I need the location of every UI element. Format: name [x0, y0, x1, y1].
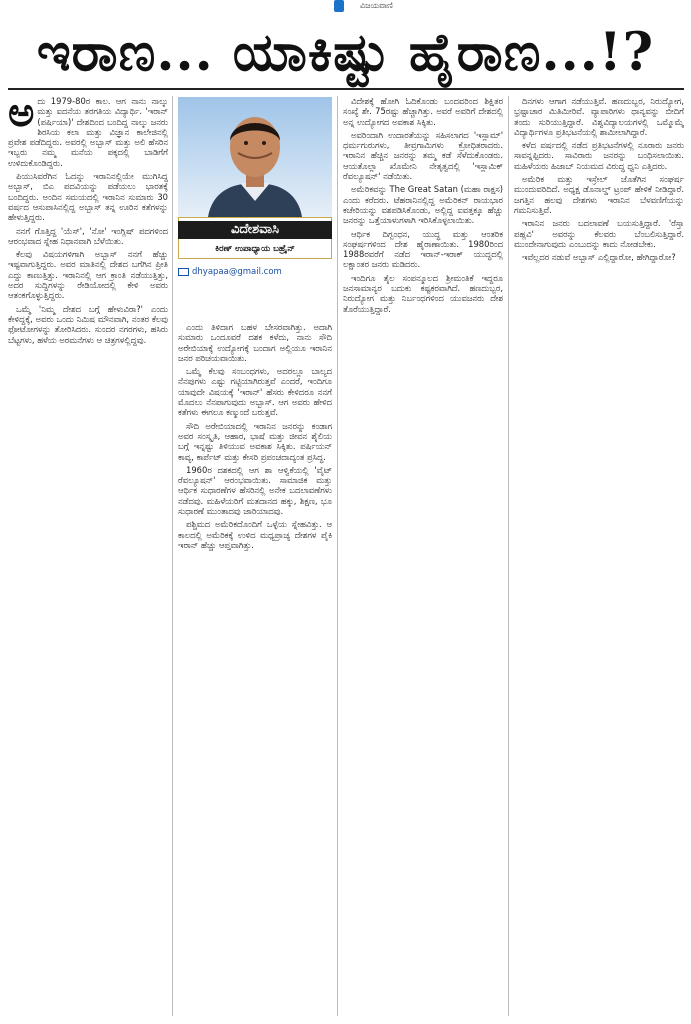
article-paragraph: ದಿನಗಳು ಆಗಾಗ ನಡೆಯುತ್ತಿವೆ. ಹಣದುಬ್ಬರ, ನಿರುದ್ಯೋಗ, ಭ್ರಷ್ಟಾಚಾರ ಮಿತಿಮೀರಿವೆ. ವ್ಯಾಪಾರಿಗಳು ಧಾನ್ಯವನ್ನು ಬೀದಿಗೆ ತಂದು ಸುರಿಯುತ್ತಿದ್ದಾರೆ. ವಿಶ್ವವಿದ್ಯಾಲಯಗಳಲ್ಲಿ ಒಮ್ಮೊಮ್ಮೆ ವಿದ್ಯಾರ್ಥಿಗಳೂ ಪ್ರತಿಭಟನೆಯಲ್ಲಿ ಶಾಮೀಲಾಗಿದ್ದಾರೆ. [514, 96, 684, 137]
article-paragraph: ದು 1979-80ರ ಕಾಲ. ಆಗ ನಾನು ನಾಲ್ಕು ಮತ್ತು ಐದನೆಯ ತರಗತಿಯ ವಿದ್ಯಾರ್ಥಿ. 'ಇರಾನ್ (ಪರ್ಷಿಯಾ)' ದೇಶದಿಂದ ಬಂದಿದ್ದ ನಾಲ್ಕು ಜನರು ಶಿರಸಿಯ ಕಲಾ ಮತ್ತು ವಿಜ್ಞಾನ ಕಾಲೇಜಿನಲ್ಲಿ ಪ್ರವೇಶ ಪಡೆದಿದ್ದರು. ಅವರಲ್ಲಿ ಅಬ್ಬಾಸ್ ಮತ್ತು ಅಲಿ ಹೆಸರಿನ ಇಬ್ಬರು ನಮ್ಮ ಮನೆಯ ಪಕ್ಕದಲ್ಲಿ ಬಾಡಿಗೆಗೆ ಉಳಿದುಕೊಂಡಿದ್ದರು. [8, 96, 168, 168]
masthead-strip [0, 0, 691, 14]
headline-rule [8, 88, 684, 90]
author-email[interactable] [178, 265, 332, 279]
tv-logo-icon [334, 0, 344, 12]
article-paragraph: ಒಮ್ಮೆ ಕೆಲವು ಸಂಬಂಧಗಳು, ಅದರಲ್ಲೂ ಬಾಲ್ಯದ ನೆನಪುಗಳು ಎಷ್ಟು ಗಟ್ಟಿಯಾಗಿರುತ್ತವೆ ಎಂದರೆ, ಇಂದಿಗೂ ಯಾವುದೇ ವಿಷಯಕ್ಕೆ 'ಇರಾನ್' ಹೆಸರು ಕೇಳಿದರೂ ನನಗೆ ಮೊದಲು ನೆನಪಾಗುವುದು ಅಬ್ಬಾಸ್. ಆಗ ಅವರು ಹೇಳಿದ ಕತೆಗಳು ಈಗಲೂ ಕಣ್ಮುಂದೆ ಬರುತ್ತವೆ. [178, 366, 332, 418]
portrait-illustration [178, 97, 332, 217]
article-paragraph: ಅಮೆರಿಕವನ್ನು The Great Satan (ಮಹಾ ರಾಕ್ಷಸ) ಎಂದು ಕರೆದರು. ಟೆಹರಾನಿನಲ್ಲಿದ್ದ ಅಮೆರಿಕನ್ ರಾಯಭಾರ ಕಚೇರಿಯನ್ನು ವಶಪಡಿಸಿಕೊಂಡು, ಅಲ್ಲಿದ್ದ ಐವತ್ತಕ್ಕೂ ಹೆಚ್ಚು ಜನರನ್ನು ಒತ್ತೆಯಾಳುಗಳಾಗಿ ಇರಿಸಿಕೊಳ್ಳಲಾಯಿತು. [343, 184, 503, 226]
article-paragraph: ಇವೆಲ್ಲದರ ನಡುವೆ ಅಬ್ಬಾಸ್ ಎಲ್ಲಿದ್ದಾರೋ, ಹೇಗಿದ್ದಾರೋ? [522, 252, 676, 263]
column-divider [508, 96, 509, 1016]
article-paragraph: ಸೌದಿ ಅರೇಬಿಯಾದಲ್ಲಿ ಇರಾನಿನ ಜನರನ್ನು ಕಂಡಾಗ ಅವರ ಸಂಸ್ಕೃತಿ, ಆಹಾರ, ಭಾಷೆ ಮತ್ತು ಜೀವನ ಶೈಲಿಯ ಬಗ್ಗೆ ಇನ್ನಷ್ಟು ತಿಳಿಯುವ ಅವಕಾಶ ಸಿಕ್ಕಿತು. ಪರ್ಷಿಯನ್ ಕಾವ್ಯ, ಕಾರ್ಪೆಟ್ ಮತ್ತು ಕೇಸರಿ ಪ್ರಪಂಚದಾದ್ಯಂತ ಪ್ರಸಿದ್ಧ. [178, 420, 332, 462]
article-paragraph: ಅವರಿಂದಾಗಿ ಉದಾರತೆಯನ್ನು ಸಹಿಸಲಾಗದ 'ಇಸ್ಲಾಮ್' ಧರ್ಮಗುರುಗಳು, ತೀವ್ರಗಾಮಿಗಳು ಕ್ರೋಧಿತರಾದರು. ಇರಾನಿನ ಹೆಚ್ಚಿನ ಜನರನ್ನು ತಮ್ಮ ಕಡೆ ಸೆಳೆದುಕೊಂಡರು. ಆಯತೊಲ್ಲಾ ಖೊಮೇನಿ ನೇತೃತ್ವದಲ್ಲಿ 'ಇಸ್ಲಾಮಿಕ್ ರೆವಲ್ಯೂಷನ್' ನಡೆಯಿತು. [343, 129, 503, 182]
article-paragraph: ಆರ್ಥಿಕ ದಿಗ್ಬಂಧನ, ಯುದ್ಧ ಮತ್ತು ಆಂತರಿಕ ಸಂಘರ್ಷಗಳಿಂದ ದೇಶ ಹೈರಾಣಾಯಿತು. 1980ರಿಂದ 1988ರವರೆಗೆ ನಡೆದ ಇರಾನ್-ಇರಾಕ್ ಯುದ್ಧದಲ್ಲಿ ಲಕ್ಷಾಂತರ ಜನರು ಮಡಿದರು. [343, 228, 503, 270]
publication-name: ವಿಜಯವಾಣಿ [360, 1, 393, 10]
mail-icon [178, 268, 189, 276]
columnist-photo [178, 97, 332, 217]
column-divider [337, 96, 338, 1016]
article-paragraph: ಪಿಯುಸಿವರೆಗಿನ ಓದನ್ನು ಇರಾನಿನಲ್ಲಿಯೇ ಮುಗಿಸಿದ್ದ ಅಬ್ಬಾಸ್, ಬಿಎ ಪದವಿಯನ್ನು ಪಡೆಯಲು ಭಾರತಕ್ಕೆ ಬಂದಿದ್ದರು. ಅಂದಿನ ಸಮಯದಲ್ಲಿ ಇರಾನಿನ ಸುಮಾರು 30 ವರ್ಷದ ಆಸುಪಾಸಿನಲ್ಲಿದ್ದ ಅಬ್ಬಾಸ್ ತನ್ನ ಊರಿನ ಕತೆಗಳನ್ನು ಹೇಳುತ್ತಿದ್ದರು. [8, 171, 168, 223]
author-email-text: dhyapaa@gmail.com [192, 267, 282, 277]
column-divider [172, 96, 173, 1016]
columnist-box [178, 97, 332, 315]
article-column-2 [178, 322, 332, 1016]
article-paragraph: ಇಂದಿಗೂ ತೈಲ ಸಂಪನ್ಮೂಲದ ಶ್ರೀಮಂತಿಕೆ ಇದ್ದರೂ ಜನಸಾಮಾನ್ಯರ ಬದುಕು ಕಷ್ಟಕರವಾಗಿದೆ. ಹಣದುಬ್ಬರ, ನಿರುದ್ಯೋಗ ಮತ್ತು ನಿರ್ಬಂಧಗಳಿಂದ ಯುವಜನರು ದೇಶ ತೊರೆಯುತ್ತಿದ್ದಾರೆ. [343, 272, 503, 314]
article-paragraph: ಎಂದು ತಿಳಿದಾಗ ಬಹಳ ಬೇಸರವಾಗಿತ್ತು. ಅದಾಗಿ ಸುಮಾರು ಒಂದೂವರೆ ದಶಕ ಕಳೆದು, ನಾನು ಸೌದಿ ಅರೇಬಿಯಾಕ್ಕೆ ಉದ್ಯೋಗಕ್ಕೆ ಬಂದಾಗ ಅಲ್ಲಿಯೂ ಇರಾನಿನ ಜನರ ಪರಿಚಯವಾಯಿತು. [178, 322, 332, 363]
headline: ಇರಾಣ... ಯಾಕಿಷ್ಟು ಹೈರಾಣ...!? [36, 22, 655, 83]
column-title: ವಿದೇಶವಾಸಿ [178, 221, 332, 239]
article-paragraph: ಕೆಲವು ವಿಷಯಗಳಿಗಾಗಿ ಅಬ್ಬಾಸ್ ನನಗೆ ಹೆಚ್ಚು ಇಷ್ಟವಾಗುತ್ತಿದ್ದರು. ಅವರ ಮಾತಿನಲ್ಲಿ ದೇಶದ ಬಗೆಗಿನ ಪ್ರೀತಿ ಎದ್ದು ಕಾಣುತ್ತಿತ್ತು. ಇರಾನಿನಲ್ಲಿ ಆಗ ಕ್ರಾಂತಿ ನಡೆಯುತ್ತಿತ್ತು, ಅದರ ಸುದ್ದಿಗಳನ್ನು ರೇಡಿಯೋದಲ್ಲಿ ಕೇಳಿ ಅವರು ಆತಂಕಗೊಳ್ಳುತ್ತಿದ್ದರು. [8, 249, 168, 301]
article-paragraph: 1960ರ ದಶಕದಲ್ಲಿ ಆಗ ಶಾ ಆಳ್ವಿಕೆಯಲ್ಲಿ 'ವೈಟ್ ರೆವಲ್ಯೂಷನ್' ಆರಂಭವಾಯಿತು. ಸಾಮಾಜಿಕ ಮತ್ತು ಆರ್ಥಿಕ ಸುಧಾರಣೆಗಳ ಹೆಸರಿನಲ್ಲಿ ಅನೇಕ ಬದಲಾವಣೆಗಳು ನಡೆದವು. ಮಹಿಳೆಯರಿಗೆ ಮತದಾನದ ಹಕ್ಕು, ಶಿಕ್ಷಣ, ಭೂ ಸುಧಾರಣೆ ಮುಂತಾದವು ಜಾರಿಯಾದವು. [178, 464, 332, 517]
article-paragraph: ವಿದೇಶಕ್ಕೆ ಹೋಗಿ ಓದಿಕೊಂಡು ಬಂದವರಿಂದ ಶಿಕ್ಷಿತರ ಸಂಖ್ಯೆ ಶೇ. 75ರಷ್ಟು ಹೆಚ್ಚಾಗಿತ್ತು. ಅವರೆ ಅವರಿಗೆ ದೇಶದಲ್ಲಿ ಅನ್ನ ಉದ್ಯೋಗದ ಅವಕಾಶ ಸಿಕ್ಕಿತು. [343, 96, 503, 127]
author-name: ಕಿರಣ್ ಉಪಾಧ್ಯಾಯ ಬಹ್ರೈನ್ [215, 244, 295, 254]
article-paragraph: ಅಮೆರಿಕ ಮತ್ತು ಇಸ್ರೇಲ್ ಜೊತೆಗಿನ ಸಂಘರ್ಷ ಮುಂದುವರಿದಿದೆ. ಅಧ್ಯಕ್ಷ ಡೊನಾಲ್ಡ್ ಟ್ರಂಪ್ ಹೇಳಿಕೆ ನೀಡಿದ್ದಾರೆ. ಜಗತ್ತಿನ ಹಲವು ದೇಶಗಳು ಇರಾನಿನ ಬೆಳವಣಿಗೆಯನ್ನು ಗಮನಿಸುತ್ತಿವೆ. [514, 174, 684, 215]
article-column-4 [514, 96, 684, 1016]
article-paragraph: ನನಗೆ ಗೊತ್ತಿದ್ದ 'ಯೆಸ್', 'ನೋ' ಇಂಗ್ಲಿಷ್ ಪದಗಳಿಂದ ಆರಂಭವಾದ ಸ್ನೇಹ ನಿಧಾನವಾಗಿ ಬೆಳೆಯಿತು. [8, 225, 168, 246]
article-column-1 [8, 96, 168, 1016]
article-paragraph: ಇರಾನಿನ ಜನರು ಬದಲಾವಣೆ ಬಯಸುತ್ತಿದ್ದಾರೆ. 'ರೆಸ್ತಾ ಪಹ್ಲವಿ' ಅವರನ್ನು ಕೆಲವರು ಬೆಂಬಲಿಸುತ್ತಿದ್ದಾರೆ. ಮುಂದೇನಾಗುವುದು ಎಂಬುದನ್ನು ಕಾದು ನೋಡಬೇಕು. [514, 218, 684, 249]
article-paragraph: ಕಳೆದ ವರ್ಷದಲ್ಲಿ ನಡೆದ ಪ್ರತಿಭಟನೆಗಳಲ್ಲಿ ನೂರಾರು ಜನರು ಸಾವನ್ನಪ್ಪಿದರು. ಸಾವಿರಾರು ಜನರನ್ನು ಬಂಧಿಸಲಾಯಿತು. ಮಹಿಳೆಯರು ಹಿಜಾಬ್ ನಿಯಮದ ವಿರುದ್ಧ ಧ್ವನಿ ಎತ್ತಿದರು. [514, 140, 684, 171]
drop-cap: ಅ [8, 96, 35, 136]
article-paragraph: ಪಶ್ಚಿಮದ ಅಮೆರಿಕದೊಂದಿಗೆ ಒಳ್ಳೆಯ ಸ್ನೇಹವಿತ್ತು. ಆ ಕಾಲದಲ್ಲಿ ಅಮೆರಿಕಕ್ಕೆ ಉಳಿದ ಮಧ್ಯಪ್ರಾಚ್ಯ ದೇಶಗಳ ಪೈಕಿ ಇರಾನ್ ಹೆಚ್ಚು ಆಪ್ತವಾಗಿತ್ತು. [178, 519, 332, 550]
article-paragraph: ಒಮ್ಮೆ 'ನಿಮ್ಮ ದೇಶದ ಬಗ್ಗೆ ಹೇಳುವಿರಾ?' ಎಂದು ಕೇಳಿದ್ದಕ್ಕೆ, ಅವರು ಒಂದು ನಿಮಿಷ ಮೌನವಾಗಿ, ನಂತರ ಕೆಲವು ಫೋಟೋಗಳನ್ನು ತೋರಿಸಿದರು. ಸುಂದರ ನಗರಗಳು, ಹಸಿರು ಬೆಟ್ಟಗಳು, ಹಳೆಯ ಅರಮನೆಗಳು ಆ ಚಿತ್ರಗಳಲ್ಲಿದ್ದವು. [8, 303, 168, 345]
article-column-3 [343, 96, 503, 1016]
